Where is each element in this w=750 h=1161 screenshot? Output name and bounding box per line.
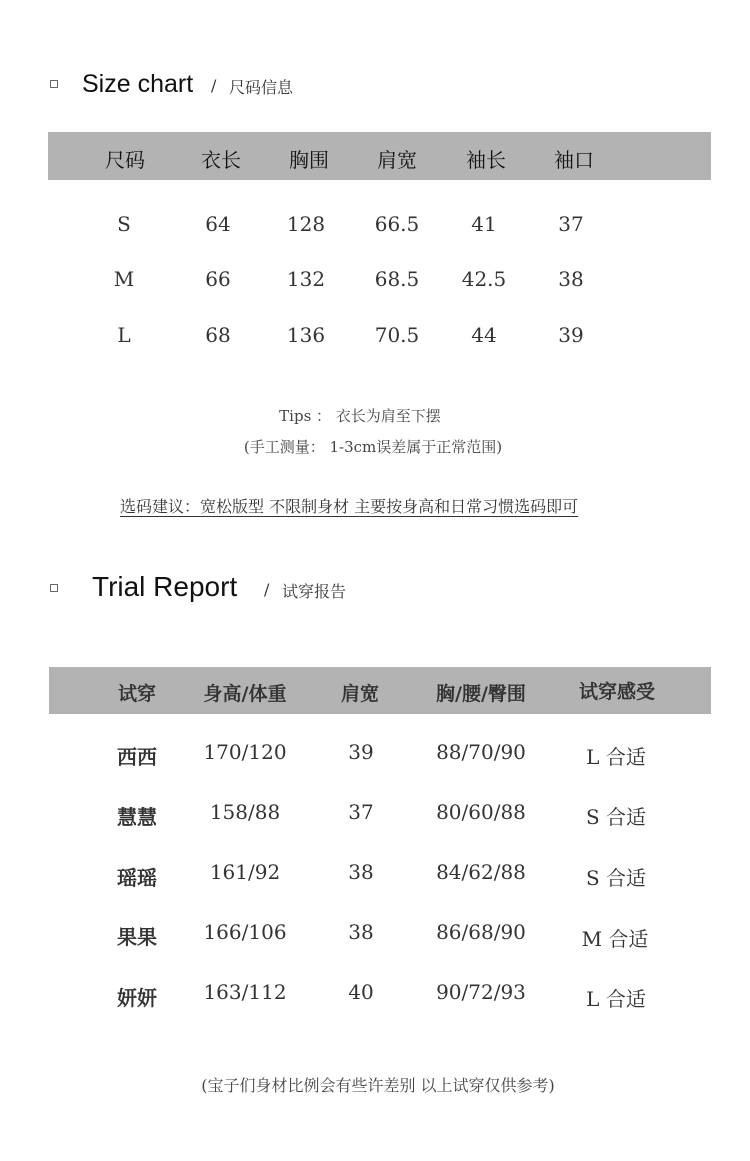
- size-header-cuff: 袖口: [554, 148, 594, 172]
- size-row-l-sleeve: 44: [471, 323, 497, 347]
- size-header-size: 尺码: [105, 148, 145, 172]
- trial-row-1-feeling: L 合适: [586, 745, 646, 769]
- trial-row-1-height-weight: 170/120: [203, 740, 287, 764]
- trial-row-4-measurements: 86/68/90: [436, 920, 526, 944]
- size-header-length: 衣长: [201, 148, 241, 172]
- size-row-m-chest: 132: [286, 267, 326, 291]
- size-row-l-chest: 136: [286, 323, 326, 347]
- size-row-m-length: 66: [205, 267, 231, 291]
- section-bullet-icon: [50, 80, 58, 88]
- size-row-s-cuff: 37: [558, 212, 584, 236]
- trial-row-4-name: 果果: [117, 925, 157, 949]
- trial-row-1-shoulder: 39: [348, 740, 374, 764]
- trial-row-5-shoulder: 40: [348, 980, 374, 1004]
- size-row-m-size: M: [113, 267, 135, 291]
- trial-header-name: 试穿: [117, 683, 157, 705]
- trial-row-2-feeling: S 合适: [585, 805, 647, 829]
- trial-row-2-measurements: 80/60/88: [436, 800, 526, 824]
- size-row-l-shoulder: 70.5: [374, 323, 420, 347]
- trial-report-note: (宝子们身材比例会有些许差别 以上试穿仅供参考): [201, 1076, 555, 1095]
- size-tips-line1: Tips ： 衣长为肩至下摆: [279, 407, 441, 425]
- trial-row-4-height-weight: 166/106: [203, 920, 287, 944]
- size-row-s-size: S: [117, 212, 131, 236]
- trial-row-5-feeling: L 合适: [586, 987, 646, 1011]
- size-row-s-shoulder: 66.5: [374, 212, 420, 236]
- size-row-l-size: L: [117, 323, 131, 347]
- trial-report-title: Trial Report: [92, 571, 238, 602]
- trial-header-measurements: 胸/腰/臀围: [436, 683, 526, 705]
- trial-row-3-height-weight: 161/92: [209, 860, 281, 884]
- trial-row-2-height-weight: 158/88: [209, 800, 281, 824]
- size-row-s-sleeve: 41: [471, 212, 497, 236]
- section-bullet-icon: [50, 584, 58, 592]
- trial-row-5-height-weight: 163/112: [203, 980, 287, 1004]
- trial-row-3-feeling: S 合适: [585, 866, 647, 890]
- size-tips-line2: (手工测量： 1-3cm误差属于正常范围): [243, 438, 503, 456]
- size-header-shoulder: 肩宽: [377, 148, 417, 172]
- size-header-chest: 胸围: [289, 148, 329, 172]
- trial-row-5-name: 妍妍: [117, 986, 157, 1010]
- trial-row-2-name: 慧慧: [117, 805, 157, 829]
- size-chart-title: Size chart: [82, 70, 194, 98]
- size-row-s-length: 64: [205, 212, 231, 236]
- size-row-m-cuff: 38: [558, 267, 584, 291]
- trial-row-2-shoulder: 37: [348, 800, 374, 824]
- trial-row-3-measurements: 84/62/88: [436, 860, 526, 884]
- size-advice: 选码建议：宽松版型 不限制身材 主要按身高和日常习惯选码即可: [120, 497, 579, 516]
- size-row-l-length: 68: [205, 323, 231, 347]
- trial-row-3-shoulder: 38: [348, 860, 374, 884]
- trial-row-1-measurements: 88/70/90: [436, 740, 526, 764]
- trial-row-1-name: 西西: [117, 745, 157, 769]
- size-row-m-sleeve: 42.5: [461, 267, 507, 291]
- trial-header-shoulder: 肩宽: [340, 683, 380, 705]
- size-chart-subtitle: 尺码信息: [229, 78, 294, 97]
- size-row-s-chest: 128: [286, 212, 326, 236]
- trial-report-subtitle: 试穿报告: [282, 582, 347, 601]
- trial-header-height-weight: 身高/体重: [203, 683, 287, 705]
- size-header-sleeve: 袖长: [466, 148, 506, 172]
- trial-row-5-measurements: 90/72/93: [436, 980, 526, 1004]
- trial-row-4-shoulder: 38: [348, 920, 374, 944]
- size-row-m-shoulder: 68.5: [374, 267, 420, 291]
- size-chart-slash: /: [211, 76, 217, 95]
- trial-row-4-feeling: M 合适: [581, 927, 649, 951]
- trial-report-slash: /: [264, 580, 270, 599]
- trial-row-3-name: 瑶瑶: [117, 866, 157, 890]
- size-row-l-cuff: 39: [558, 323, 584, 347]
- trial-header-feeling: 试穿感受: [578, 681, 656, 703]
